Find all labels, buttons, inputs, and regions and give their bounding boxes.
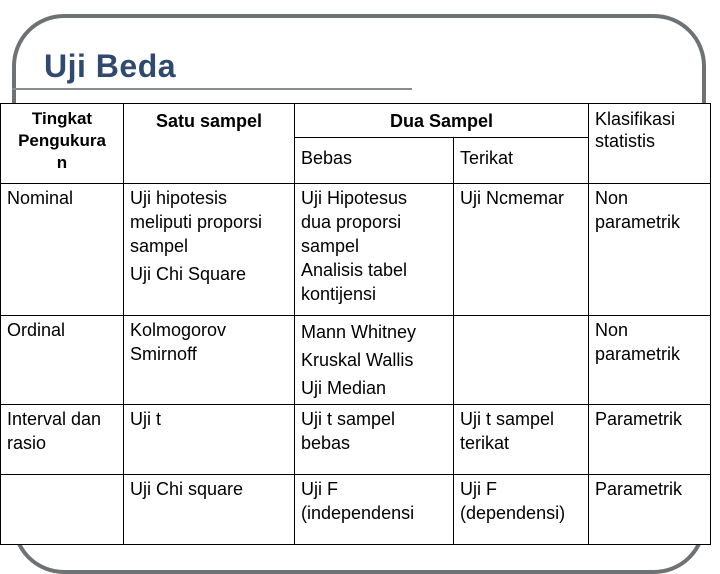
table-row-ordinal <box>1 316 711 405</box>
cell-tingkat: Interval dan rasio <box>1 405 124 475</box>
header-dua-sampel: Dua Sampel <box>295 104 589 138</box>
header-row-top <box>1 104 711 138</box>
cell-tingkat: Nominal <box>1 184 124 316</box>
cell-satu: Kolmogorov Smirnoff <box>124 316 295 405</box>
header-terikat: Terikat <box>454 138 589 184</box>
cell-satu: Uji hipotesis meliputi proporsi sampel Uji Chi Square <box>124 184 295 316</box>
cell-tingkat <box>1 475 124 545</box>
slide-title: Uji Beda <box>44 48 177 84</box>
header-klasifikasi: Klasifikasi statistis <box>589 104 711 184</box>
cell-terikat: Uji t sampel terikat <box>454 405 589 475</box>
table-row-interval <box>1 405 711 475</box>
cell-klasifikasi: Parametrik <box>589 475 711 545</box>
cell-bebas: Mann Whitney Kruskal Wallis Uji Median <box>295 316 454 405</box>
table-row-nominal <box>1 184 711 316</box>
cell-tingkat: Ordinal <box>1 316 124 405</box>
title-divider <box>12 88 412 90</box>
cell-bebas: Uji t sampel bebas <box>295 405 454 475</box>
cell-klasifikasi: Non parametrik <box>589 316 711 405</box>
table-row-interval-2 <box>1 475 711 545</box>
cell-satu: Uji t <box>124 405 295 475</box>
header-satu-sampel: Satu sampel <box>124 104 295 184</box>
cell-terikat: Uji Ncmemar <box>454 184 589 316</box>
cell-bebas: Uji Hipotesus dua proporsi sampel Analisis tabel kontijensi <box>295 184 454 316</box>
cell-klasifikasi: Parametrik <box>589 405 711 475</box>
header-bebas: Bebas <box>295 138 454 184</box>
cell-bebas: Uji F (independensi <box>295 475 454 545</box>
cell-klasifikasi: Non parametrik <box>589 184 711 316</box>
cell-terikat: Uji F (dependensi) <box>454 475 589 545</box>
header-tingkat: Tingkat Pengukura n <box>1 104 124 184</box>
cell-satu: Uji Chi square <box>124 475 295 545</box>
test-table <box>0 103 711 545</box>
cell-terikat <box>454 316 589 405</box>
